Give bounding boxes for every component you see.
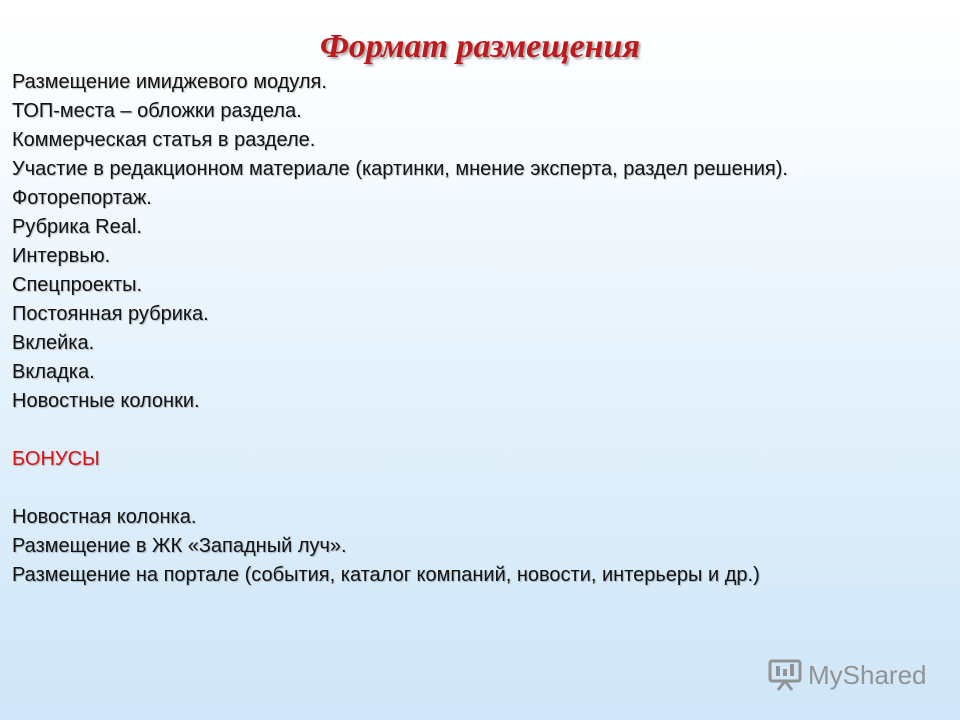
watermark-logo: [768, 656, 927, 694]
bonus-item: Новостная колонка.: [12, 506, 197, 528]
page-title: Формат размещения: [320, 28, 640, 65]
list-item: Новостные колонки.: [12, 390, 200, 412]
presentation-board-icon: [768, 659, 802, 691]
slide-content: [12, 68, 932, 590]
bonus-heading: БОНУСЫ: [12, 448, 100, 470]
list-item: Спецпроекты.: [12, 274, 143, 296]
list-item: Размещение имиджевого модуля.: [12, 71, 327, 93]
list-item: ТОП-места – обложки раздела.: [12, 100, 302, 122]
list-item: Фоторепортаж.: [12, 187, 152, 209]
list-item: Коммерческая статья в разделе.: [12, 129, 316, 151]
spacer: [12, 474, 932, 503]
list-item: Интервью.: [12, 245, 111, 267]
list-item: Постоянная рубрика.: [12, 303, 209, 325]
spacer: [12, 416, 932, 445]
list-item: Вкладка.: [12, 361, 95, 383]
bonus-item: Размещение в ЖК «Западный луч».: [12, 535, 347, 557]
list-item: Участие в редакционном материале (картинки, мнение эксперта, раздел решения).: [12, 158, 788, 180]
bonus-item: Размещение на портале (события, каталог компаний, новости, интерьеры и др.): [12, 564, 760, 586]
list-item: Вклейка.: [12, 332, 95, 354]
list-item: Рубрика Real.: [12, 216, 142, 238]
watermark-text: MyShared: [808, 659, 927, 690]
